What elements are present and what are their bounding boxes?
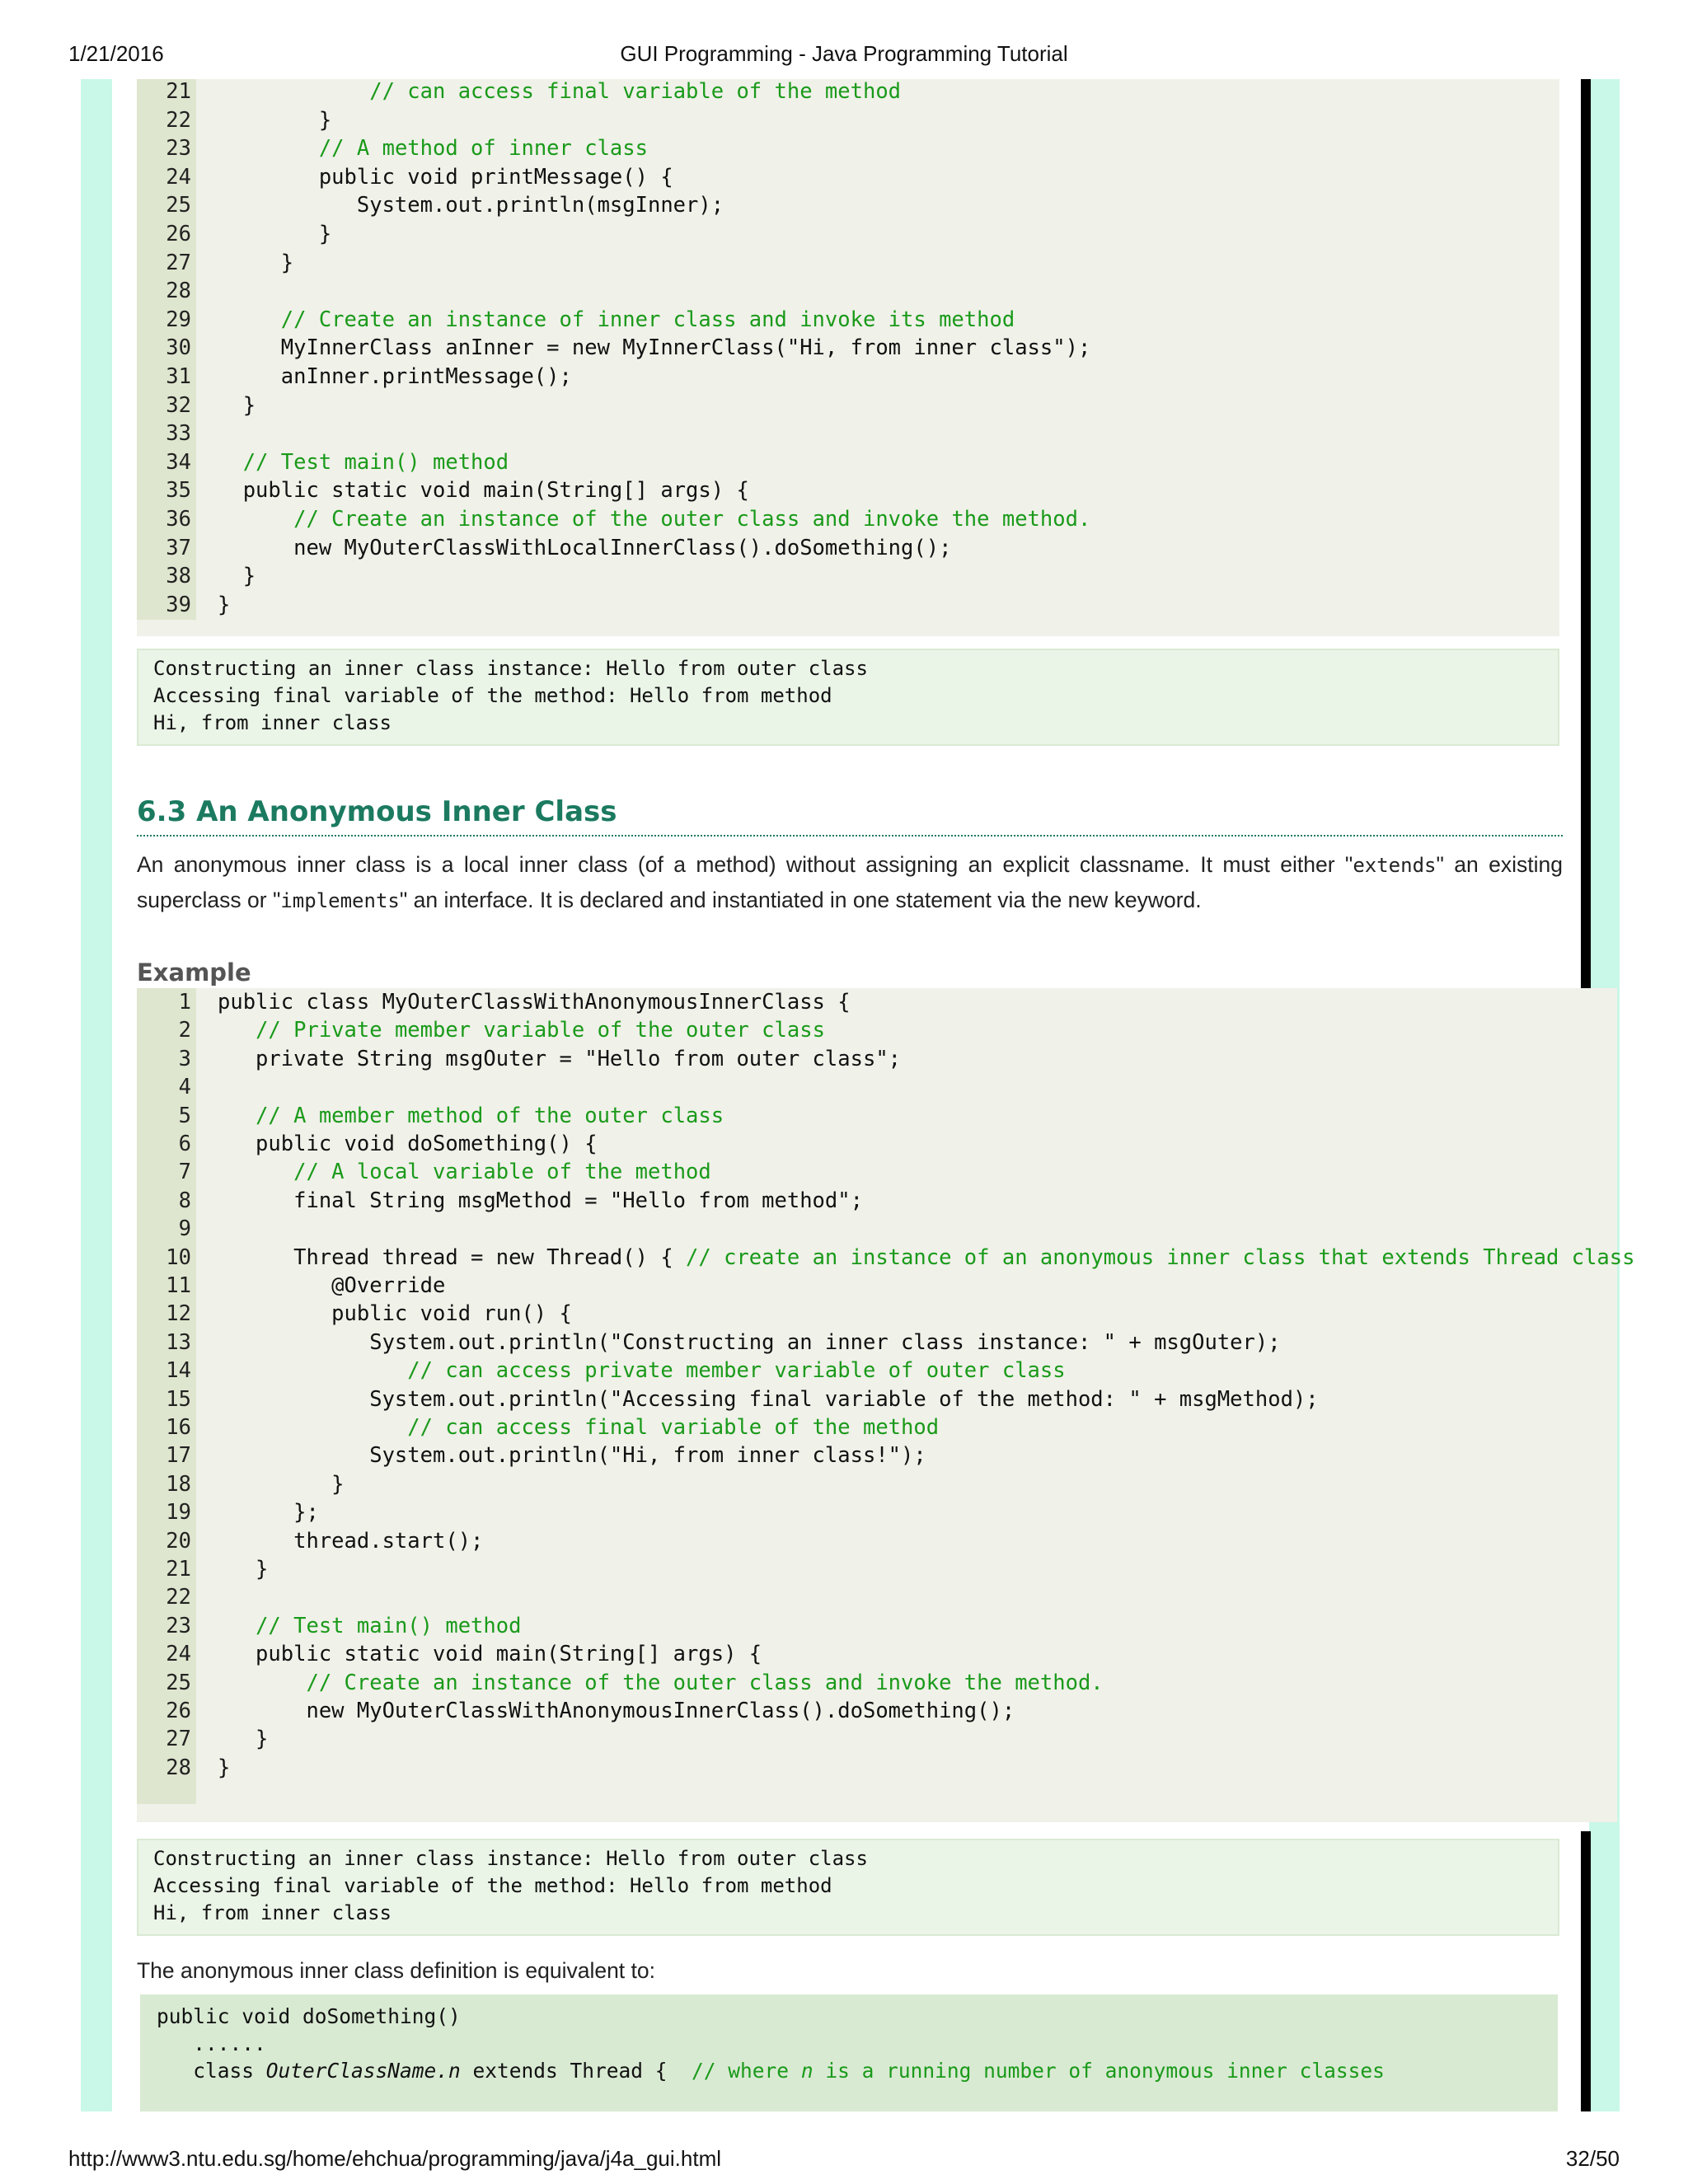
line-number: 39 <box>166 592 191 617</box>
line-number: 4 <box>178 1075 191 1100</box>
program-output <box>137 1839 1559 1936</box>
code-text <box>218 507 293 532</box>
code-text: public static void main(String[] args) { <box>218 478 749 504</box>
code-line <box>218 1188 863 1213</box>
line-number: 20 <box>166 1528 191 1554</box>
line-number: 26 <box>166 1699 191 1723</box>
line-number: 13 <box>166 1329 191 1355</box>
code-line <box>218 478 749 503</box>
code-comment: // A member method of the outer class <box>256 1103 724 1128</box>
line-number: 11 <box>166 1273 191 1298</box>
line-number: 3 <box>178 1046 191 1071</box>
code-text: class <box>157 2059 266 2083</box>
inline-code-extends: extends <box>1353 854 1437 877</box>
code-text: thread.start(); <box>218 1528 484 1554</box>
line-number: 28 <box>166 1755 191 1780</box>
line-number: 22 <box>166 107 191 133</box>
code-text: public void doSomething() { <box>218 1132 598 1156</box>
line-number: 14 <box>166 1358 191 1384</box>
line-number: 1 <box>178 990 191 1015</box>
code-text: System.out.println("Accessing final variable of the method: " + msgMethod); <box>218 1386 1319 1412</box>
code-text <box>218 1160 293 1184</box>
code-line <box>218 251 293 275</box>
code-listing-local-inner-class <box>137 79 1559 636</box>
page-edge-bar <box>1581 79 1591 994</box>
code-comment: is a running number of anonymous inner classes <box>813 2059 1385 2083</box>
code-text: } <box>218 1471 345 1497</box>
code-line <box>157 2004 461 2028</box>
code-text: } <box>218 1557 269 1582</box>
left-margin-bar <box>81 79 112 2111</box>
code-comment: // Private member variable of the outer class <box>256 1018 825 1043</box>
code-text <box>218 307 281 332</box>
line-number: 33 <box>166 421 191 447</box>
print-title: GUI Programming - Java Programming Tutorial <box>620 41 1068 66</box>
code-line <box>218 1387 1319 1412</box>
line-number: 29 <box>166 307 191 332</box>
code-comment: // Create an instance of the outer class and invoke the method. <box>306 1670 1104 1695</box>
intro-text: " an interface. It is declared and instantiated in one statement via the new keyword. <box>399 888 1202 912</box>
line-number: 32 <box>166 392 191 418</box>
code-line <box>218 1529 483 1554</box>
code-line <box>218 1755 230 1780</box>
inline-code-implements: implements <box>280 889 400 912</box>
code-listing-anonymous-inner-class <box>137 988 1635 1822</box>
code-line <box>218 165 673 190</box>
code-comment: // can access private member variable of outer class <box>407 1358 1066 1384</box>
code-comment: // can access final variable of the method <box>407 1415 940 1440</box>
code-line <box>218 335 1090 360</box>
code-text: new MyOuterClassWithLocalInnerClass().doSomething(); <box>218 535 952 560</box>
code-line <box>218 1415 939 1440</box>
code-line <box>218 1018 825 1043</box>
line-number: 8 <box>178 1188 191 1213</box>
output-line: Accessing final variable of the method: Hello from method <box>153 1874 832 1897</box>
line-number: 24 <box>166 1642 191 1667</box>
code-line <box>218 1104 724 1128</box>
code-comment: // Create an instance of inner class and invoke its method <box>280 307 1015 332</box>
example-label: Example <box>137 958 251 987</box>
code-line <box>218 222 331 246</box>
code-comment: // Test main() method <box>256 1613 522 1638</box>
line-number: 9 <box>178 1216 191 1242</box>
line-number: 21 <box>166 79 191 104</box>
line-number: 5 <box>178 1103 191 1128</box>
code-text <box>218 1018 256 1043</box>
code-line <box>218 1273 445 1298</box>
code-text: }; <box>218 1500 319 1526</box>
intro-text: An anonymous inner class is a local inner class (of a method) without assigning an explicit classname. It must either " <box>137 852 1353 877</box>
code-text: extends Thread { <box>460 2059 692 2083</box>
code-line <box>218 1132 598 1156</box>
code-comment: n <box>800 2059 814 2083</box>
line-number: 15 <box>166 1386 191 1412</box>
line-number: 26 <box>166 222 191 246</box>
line-number: 21 <box>166 1557 191 1582</box>
print-date: 1/21/2016 <box>68 41 164 66</box>
code-text <box>218 1104 256 1128</box>
code-text: new MyOuterClassWithAnonymousInnerClass().doSomething(); <box>218 1699 1015 1723</box>
intro-text: " an existing superclass or " <box>137 852 1563 912</box>
code-line <box>218 1301 572 1326</box>
code-line <box>218 1727 268 1751</box>
code-line <box>218 1614 521 1638</box>
line-number: 7 <box>178 1160 191 1185</box>
line-number: 18 <box>166 1471 191 1497</box>
line-number: 19 <box>166 1500 191 1526</box>
equivalence-code-block <box>140 1994 1558 2111</box>
code-text: OuterClassName.n <box>265 2059 461 2083</box>
code-text: MyInnerClass anInner = new MyInnerClass("Hi, from inner class"); <box>218 335 1091 361</box>
code-line <box>218 1358 1066 1383</box>
line-number: 30 <box>166 335 191 361</box>
code-text: public void doSomething() <box>157 2004 461 2028</box>
line-number: 37 <box>166 535 191 560</box>
code-line <box>218 1500 319 1525</box>
line-number: 34 <box>166 449 191 475</box>
line-number: 10 <box>166 1244 191 1270</box>
code-line <box>218 1047 901 1071</box>
code-text <box>218 136 319 161</box>
code-line <box>218 450 509 475</box>
code-line <box>218 1671 1104 1695</box>
page-number: 32/50 <box>1565 2146 1620 2171</box>
output-line: Constructing an inner class instance: Hello from outer class <box>153 1847 868 1870</box>
intro-paragraph <box>137 847 1563 918</box>
code-line <box>218 136 648 161</box>
code-line <box>218 1699 1015 1723</box>
line-number: 17 <box>166 1443 191 1469</box>
line-number: 27 <box>166 1727 191 1752</box>
line-number: 38 <box>166 564 191 589</box>
code-comment: // Create an instance of the outer class and invoke the method. <box>293 507 1091 532</box>
line-number: 2 <box>178 1018 191 1043</box>
code-line <box>218 193 724 218</box>
line-number: 25 <box>166 1670 191 1695</box>
program-output <box>137 649 1559 746</box>
code-line <box>218 1160 711 1184</box>
code-line <box>218 1245 1634 1270</box>
section-heading: 6.3 An Anonymous Inner Class <box>137 795 1563 837</box>
code-comment: // create an instance of an anonymous inner class that extends Thread class <box>686 1244 1635 1270</box>
code-line <box>218 536 951 560</box>
code-text: ...... <box>157 2032 266 2055</box>
code-line <box>218 593 230 617</box>
code-text: } <box>218 1727 269 1752</box>
code-comment: // where <box>692 2059 801 2083</box>
code-text: @Override <box>218 1273 446 1298</box>
code-comment: // can access final variable of the method <box>369 79 902 104</box>
equivalence-text: The anonymous inner class definition is equivalent to: <box>137 1958 655 1983</box>
line-number: 6 <box>178 1132 191 1156</box>
line-number: 12 <box>166 1301 191 1327</box>
code-line <box>157 2032 266 2055</box>
line-number: 36 <box>166 507 191 532</box>
page-edge-bar <box>1581 1831 1591 2111</box>
code-text: } <box>218 592 231 617</box>
code-line <box>218 364 572 389</box>
code-text: public class MyOuterClassWithAnonymousInnerClass { <box>218 990 851 1015</box>
code-text: Thread thread = new Thread() { <box>218 1244 687 1270</box>
code-text <box>218 1614 256 1638</box>
print-url: http://www3.ntu.edu.sg/home/ehchua/programming/java/j4a_gui.html <box>68 2146 721 2171</box>
code-text: final String msgMethod = "Hello from method"; <box>218 1188 863 1213</box>
code-text: System.out.println("Hi, from inner class!"); <box>218 1443 926 1469</box>
print-header <box>0 41 1688 74</box>
code-line <box>218 307 1015 332</box>
code-line <box>218 507 1090 532</box>
output-line: Constructing an inner class instance: Hello from outer class <box>153 657 868 680</box>
code-text: } <box>218 107 332 133</box>
code-line <box>218 79 901 104</box>
code-line <box>218 1443 926 1468</box>
code-text <box>218 1415 407 1440</box>
line-number: 24 <box>166 164 191 190</box>
line-number: 16 <box>166 1415 191 1440</box>
code-text <box>218 450 243 475</box>
code-text: } <box>218 564 256 589</box>
code-text: public void run() { <box>218 1301 572 1327</box>
code-text: public static void main(String[] args) { <box>218 1642 762 1667</box>
line-number: 23 <box>166 136 191 162</box>
line-number: 28 <box>166 279 191 304</box>
line-number: 22 <box>166 1585 191 1610</box>
code-line <box>218 1642 762 1666</box>
code-text: } <box>218 222 332 246</box>
print-footer <box>0 2146 1688 2179</box>
line-number: 31 <box>166 364 191 389</box>
code-line <box>218 564 256 588</box>
code-line <box>218 108 331 133</box>
code-line <box>218 1472 345 1497</box>
code-text: } <box>218 250 294 275</box>
line-number: 23 <box>166 1613 191 1638</box>
code-text <box>218 1671 306 1695</box>
code-line <box>218 1557 268 1582</box>
output-line: Hi, from inner class <box>153 1901 392 1924</box>
line-number: 27 <box>166 250 191 275</box>
code-text: anInner.printMessage(); <box>218 364 572 389</box>
code-text: } <box>218 1755 231 1780</box>
code-line <box>218 393 256 418</box>
code-text: public void printMessage() { <box>218 164 673 190</box>
output-line: Hi, from inner class <box>153 711 392 734</box>
code-comment: // A method of inner class <box>318 136 648 162</box>
code-line <box>218 1330 1281 1355</box>
code-text <box>218 79 369 104</box>
code-line <box>218 990 851 1015</box>
code-text: } <box>218 392 256 418</box>
code-line <box>157 2059 1385 2083</box>
code-text: System.out.println(msgInner); <box>218 193 724 218</box>
code-comment: // A local variable of the method <box>293 1160 711 1185</box>
output-line: Accessing final variable of the method: Hello from method <box>153 684 832 707</box>
code-text <box>218 1358 407 1383</box>
code-comment: // Test main() method <box>242 449 509 475</box>
line-number: 35 <box>166 478 191 504</box>
code-text: private String msgOuter = "Hello from outer class"; <box>218 1046 902 1071</box>
line-number: 25 <box>166 193 191 218</box>
code-text: System.out.println("Constructing an inner class instance: " + msgOuter); <box>218 1329 1281 1355</box>
